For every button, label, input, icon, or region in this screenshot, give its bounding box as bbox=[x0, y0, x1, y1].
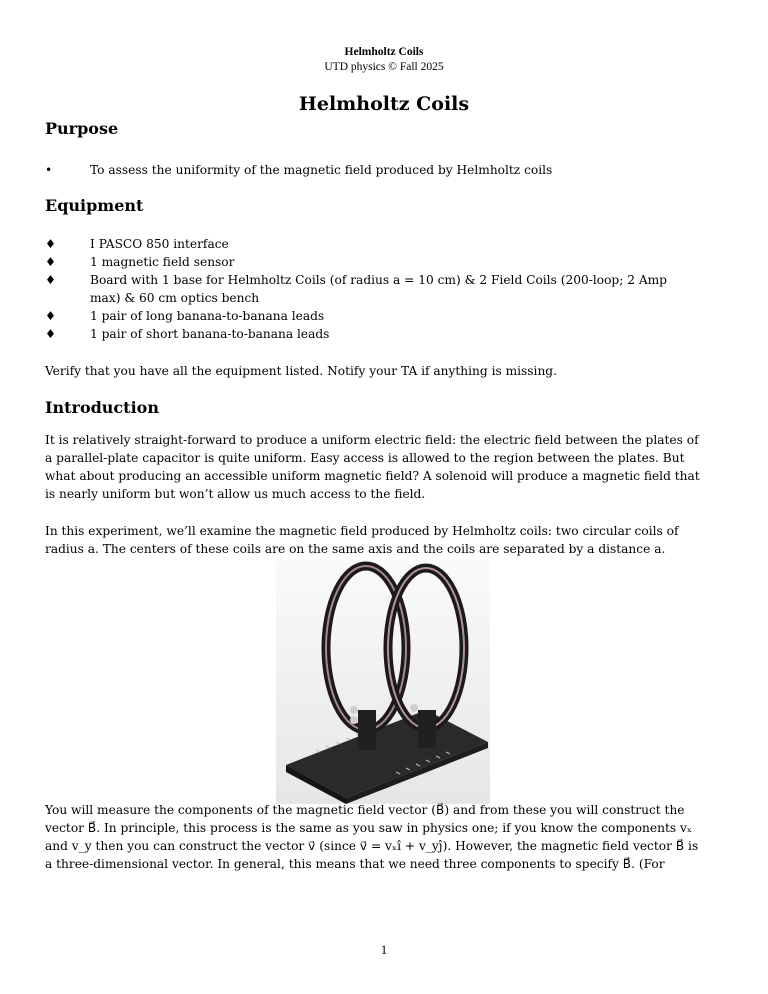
equipment-item-text: max) & 60 cm optics bench bbox=[90, 291, 260, 305]
equipment-item-text: 1 pair of long banana-to-banana leads bbox=[90, 309, 325, 323]
equipment-note: Verify that you have all the equipment listed. Notify your TA if anything is missing. bbox=[45, 364, 557, 378]
text-line: vector B⃗. In principle, this process is the same as you saw in physics one; if you know the components vₓ bbox=[45, 821, 693, 835]
introduction-heading: Introduction bbox=[45, 398, 159, 417]
text-line: radius a. The centers of these coils are on the same axis and the coils are separated by a distance a. bbox=[45, 542, 666, 556]
text-line: You will measure the components of the magnetic field vector (B⃗) and from these you will construct the bbox=[45, 803, 685, 817]
document-title: Helmholtz Coils bbox=[298, 93, 470, 115]
purpose-item-text: To assess the uniformity of the magnetic field produced by Helmholtz coils bbox=[90, 163, 553, 177]
equipment-item-text: 1 magnetic field sensor bbox=[90, 255, 235, 269]
equipment-item-text: I PASCO 850 interface bbox=[90, 237, 229, 251]
diamond-bullet-icon: ♦ bbox=[45, 327, 56, 341]
text-line: It is relatively straight-forward to produce a uniform electric field: the electric field between the plates of bbox=[45, 433, 699, 447]
intro-paragraph-3 bbox=[45, 801, 723, 873]
text-line: a three-dimensional vector. In general, this means that we need three components to specify B⃗. (For bbox=[45, 857, 665, 871]
bullet-dot-icon: • bbox=[45, 163, 53, 177]
intro-paragraph-1 bbox=[45, 431, 723, 503]
diamond-bullet-icon: ♦ bbox=[45, 309, 56, 323]
running-header-title: Helmholtz Coils bbox=[344, 46, 424, 58]
equipment-heading: Equipment bbox=[45, 196, 144, 215]
purpose-heading: Purpose bbox=[45, 119, 119, 138]
page-number: 1 bbox=[380, 942, 388, 957]
text-line: is nearly uniform but won’t allow us much access to the field. bbox=[45, 487, 426, 501]
running-header-subtitle: UTD physics © Fall 2025 bbox=[324, 61, 444, 73]
diamond-bullet-icon: ♦ bbox=[45, 237, 56, 251]
helmholtz-coils-illustration bbox=[276, 560, 490, 804]
helmholtz-coils-photo bbox=[276, 560, 490, 804]
text-line: and v_y then you can construct the vector v⃗ (since v⃗ = vₓî + v_yĵ). However, the magnetic field vector B⃗ is bbox=[45, 839, 699, 853]
text-line: In this experiment, we’ll examine the magnetic field produced by Helmholtz coils: two circular coils of bbox=[45, 524, 679, 538]
intro-paragraph-2 bbox=[45, 522, 723, 558]
text-line: what about producing an accessible uniform magnetic field? A solenoid will produce a magnetic field that bbox=[45, 469, 700, 483]
diamond-bullet-icon: ♦ bbox=[45, 255, 56, 269]
equipment-item-text: Board with 1 base for Helmholtz Coils (of radius a = 10 cm) & 2 Field Coils (200-loop; 2 Amp bbox=[90, 273, 667, 287]
diamond-bullet-icon: ♦ bbox=[45, 273, 56, 287]
equipment-item-text: 1 pair of short banana-to-banana leads bbox=[90, 327, 330, 341]
text-line: a parallel-plate capacitor is quite uniform. Easy access is allowed to the region between the plates. But bbox=[45, 451, 685, 465]
